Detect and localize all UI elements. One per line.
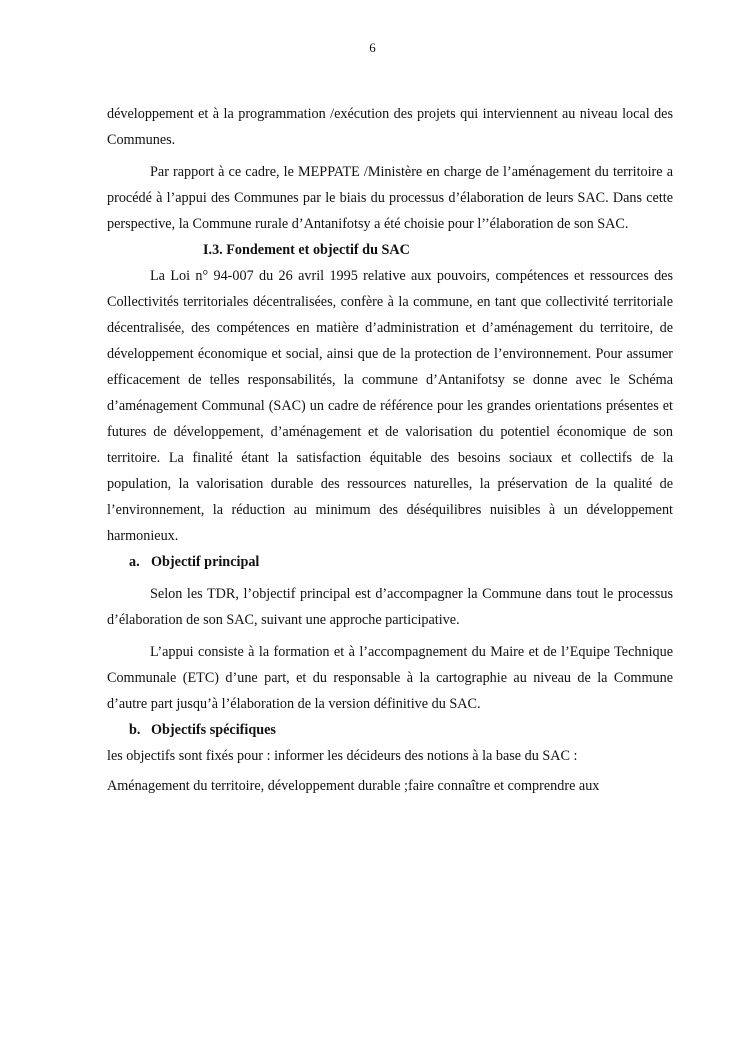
- paragraph-objectifs-line-1: les objectifs sont fixés pour : informer les décideurs des notions à la base du SAC :: [107, 748, 578, 764]
- section-heading: I.3. Fondement et objectif du SAC: [203, 242, 410, 258]
- page-number: 6: [369, 40, 376, 55]
- paragraph-meppate: Par rapport à ce cadre, le MEPPATE /Ministère en charge de l’aménagement du territoire a procédé à l’appui des Communes par le biais du processus d’élaboration de leurs SAC. Dans cette perspective, la Commune rurale d’Antanifotsy a été choisie pour l’’élaboration de son SAC.: [107, 164, 673, 232]
- subheading-title-a: Objectif principal: [151, 554, 260, 570]
- paragraph-objectifs-line-2: Aménagement du territoire, développement durable ;faire connaître et comprendre aux: [107, 778, 600, 794]
- page-body: [107, 101, 673, 799]
- paragraph-loi: La Loi n° 94-007 du 26 avril 1995 relative aux pouvoirs, compétences et ressources des Collectivités territoriales décentralisées, confère à la commune, en tant que collectivité territoriale décentralisée, des compétences en matière d’administration et d’aménagement du territoire, de développement économique et social, ainsi que de la protection de l’environnement. Pour assumer efficacement de telles responsabilités, la commune d’Antanifotsy se donne avec le Schéma d’aménagement Communal (SAC) un cadre de référence pour les grandes orientations présentes et futures de développement, d’aménagement et de valorisation du potentiel économique de son territoire. La finalité étant la satisfaction équitable des besoins sociaux et collectifs de la population, la valorisation durable des ressources naturelles, la préservation de la qualité de l’environnement, la réduction au minimum des déséquilibres nuisibles à un développement harmonieux.: [107, 268, 673, 544]
- subheading-objectifs-specifiques: [107, 717, 673, 743]
- subheading-objectif-principal: [107, 549, 673, 575]
- paragraph-appui: L’appui consiste à la formation et à l’accompagnement du Maire et de l’Equipe Technique Communale (ETC) d’une part, et du responsable à la cartographie au niveau de la Commune d’autre part jusqu’à l’élaboration de la version définitive du SAC.: [107, 644, 673, 712]
- subheading-title-b: Objectifs spécifiques: [151, 722, 276, 738]
- paragraph-continuation: développement et à la programmation /exécution des projets qui interviennent au niveau local des Communes.: [107, 106, 673, 148]
- list-marker-b: b.: [129, 722, 141, 738]
- paragraph-tdr: Selon les TDR, l’objectif principal est d’accompagner la Commune dans tout le processus d’élaboration de son SAC, suivant une approche participative.: [107, 586, 673, 628]
- list-marker-a: a.: [129, 554, 140, 570]
